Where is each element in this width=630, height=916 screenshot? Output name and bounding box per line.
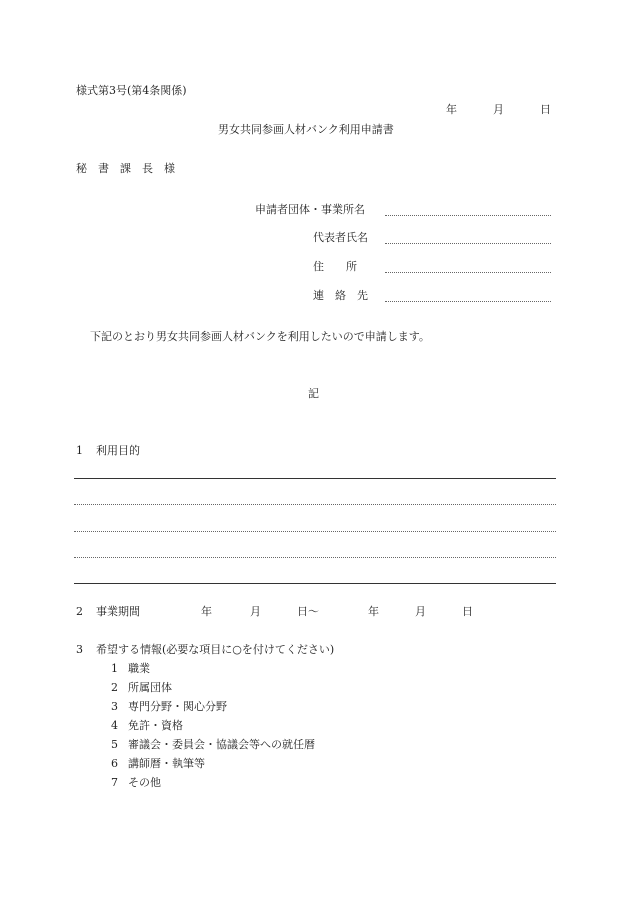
period-start-day-label: 日〜	[297, 605, 319, 618]
info-item-license[interactable]: 免許・資格	[128, 719, 183, 732]
section3-title: 希望する情報(必要な項目に○を付けてください)	[96, 643, 335, 656]
period-end-month-label: 月	[415, 605, 426, 618]
info-item-number: 4	[111, 719, 118, 732]
info-item-affiliation[interactable]: 所属団体	[128, 681, 172, 694]
info-item-number: 6	[111, 757, 118, 770]
purpose-line-2[interactable]	[74, 531, 556, 532]
contact-field[interactable]	[385, 301, 551, 302]
section1-title: 利用目的	[96, 444, 140, 457]
section1-number: 1	[76, 444, 83, 457]
applicant-org-label: 申請者団体・事業所名	[255, 203, 365, 216]
representative-field[interactable]	[385, 243, 551, 244]
date-day-label: 日	[540, 103, 551, 116]
info-item-number: 7	[111, 776, 118, 789]
section2-number: 2	[76, 605, 83, 618]
info-item-number: 5	[111, 738, 118, 751]
purpose-line-1[interactable]	[74, 504, 556, 505]
info-item-specialty[interactable]: 専門分野・関心分野	[128, 700, 227, 713]
statement-text: 下記のとおり男女共同参画人材バンクを利用したいので申請します。	[90, 330, 430, 343]
period-start-month-label: 月	[250, 605, 261, 618]
period-start-year-label: 年	[201, 605, 212, 618]
info-item-number: 3	[111, 700, 118, 713]
date-year-label: 年	[446, 103, 457, 116]
addressee: 秘 書 課 長 様	[76, 162, 175, 175]
purpose-line-3[interactable]	[74, 557, 556, 558]
ki-heading: 記	[308, 387, 319, 400]
applicant-org-field[interactable]	[385, 215, 551, 216]
period-end-day-label: 日	[462, 605, 473, 618]
contact-label: 連 絡 先	[313, 289, 368, 302]
info-item-occupation[interactable]: 職業	[128, 662, 150, 675]
purpose-top-rule	[74, 478, 556, 479]
info-item-lecturer-history[interactable]: 講師暦・執筆等	[128, 757, 205, 770]
form-number: 様式第3号(第4条関係)	[76, 84, 187, 97]
info-item-council-history[interactable]: 審議会・委員会・協議会等への就任暦	[128, 738, 315, 751]
form-title: 男女共同参画人材バンク利用申請書	[218, 123, 394, 136]
address-label: 住 所	[313, 260, 357, 273]
date-month-label: 月	[493, 103, 504, 116]
section3-number: 3	[76, 643, 83, 656]
section2-title: 事業期間	[96, 605, 140, 618]
info-item-number: 2	[111, 681, 118, 694]
representative-label: 代表者氏名	[313, 231, 368, 244]
info-item-number: 1	[111, 662, 118, 675]
info-item-other[interactable]: その他	[128, 776, 161, 789]
address-field[interactable]	[385, 272, 551, 273]
purpose-bottom-rule	[74, 583, 556, 584]
period-end-year-label: 年	[368, 605, 379, 618]
